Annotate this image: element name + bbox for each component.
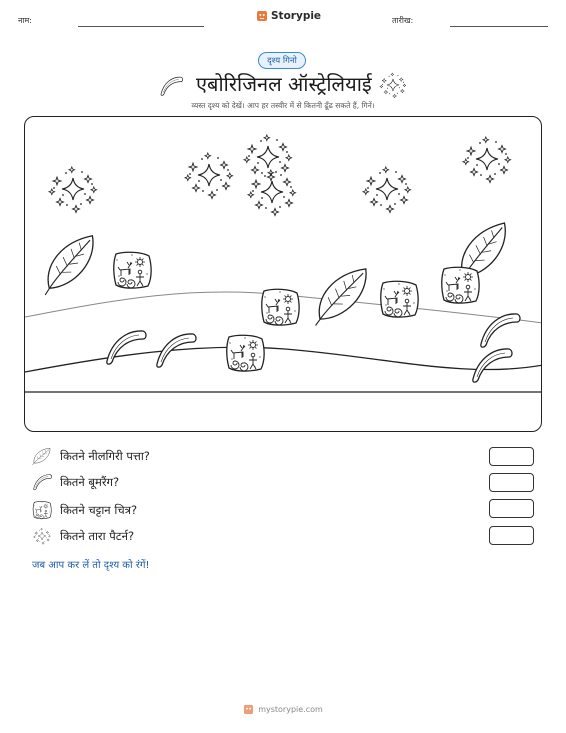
star-pattern-5: [363, 167, 411, 213]
star-pattern-1: [49, 167, 97, 213]
page-title: एबोरिजिनल ऑस्ट्रेलियाई: [196, 72, 372, 96]
rock-art-2: [262, 289, 299, 325]
coloring-note: जब आप कर लें तो दृश्य को रंगें!: [32, 560, 150, 571]
star-pattern-4: [248, 170, 296, 216]
star-pattern-3: [244, 135, 292, 181]
busy-scene: [25, 117, 542, 432]
star-pattern-6: [463, 137, 511, 183]
instructions: व्यस्त दृश्य को देखें। आप हर तस्वीर में से कितनी ढूँढ सकते हैं, गिनें।: [191, 101, 375, 110]
scene-frame: [24, 116, 542, 432]
rock-art-icon: [32, 500, 52, 520]
rock-art-4: [442, 267, 479, 303]
rock-art-3: [381, 281, 418, 317]
question-row-3: [32, 500, 137, 520]
boomerang-icon: [158, 74, 184, 98]
star-pattern-icon: [379, 71, 407, 99]
question-row-2: [32, 472, 119, 492]
leaf-icon: [32, 446, 52, 466]
boomerang-4: [473, 349, 512, 382]
question-text: कितने नीलगिरी पत्ता?: [60, 448, 150, 463]
storypie-logo-icon: [243, 704, 254, 715]
storypie-logo-icon: [256, 10, 268, 22]
answer-box-4[interactable]: [489, 526, 534, 545]
question-text: कितने बूमरैंग?: [60, 474, 120, 489]
star-pattern-icon: [32, 526, 52, 546]
brand-name: Storypie: [271, 10, 322, 22]
activity-badge: दृश्य गिनो: [258, 52, 306, 69]
boomerang-1: [107, 331, 146, 364]
leaf-2: [311, 269, 370, 326]
rock-art-1: [114, 252, 151, 288]
leaf-1: [38, 236, 100, 295]
answer-box-2[interactable]: [489, 473, 534, 492]
answer-box-3[interactable]: [489, 499, 534, 518]
rock-art-5: [227, 335, 264, 371]
boomerang-2: [157, 334, 196, 367]
date-label: तारीख:: [392, 16, 414, 25]
star-pattern-2: [185, 153, 233, 199]
question-row-1: [32, 446, 150, 466]
question-row-4: [32, 526, 134, 546]
name-line[interactable]: [78, 26, 204, 27]
brand: [256, 10, 321, 22]
answer-box-1[interactable]: [489, 447, 534, 466]
question-text: कितने चट्टान चित्र?: [60, 502, 138, 517]
boomerang-3: [481, 314, 520, 347]
footer-site: [0, 704, 566, 715]
boomerang-icon: [32, 472, 52, 492]
name-label: नाम:: [18, 16, 32, 25]
date-line[interactable]: [450, 26, 548, 27]
question-text: कितने तारा पैटर्न?: [60, 528, 135, 543]
site-url: mystorypie.com: [258, 705, 323, 714]
